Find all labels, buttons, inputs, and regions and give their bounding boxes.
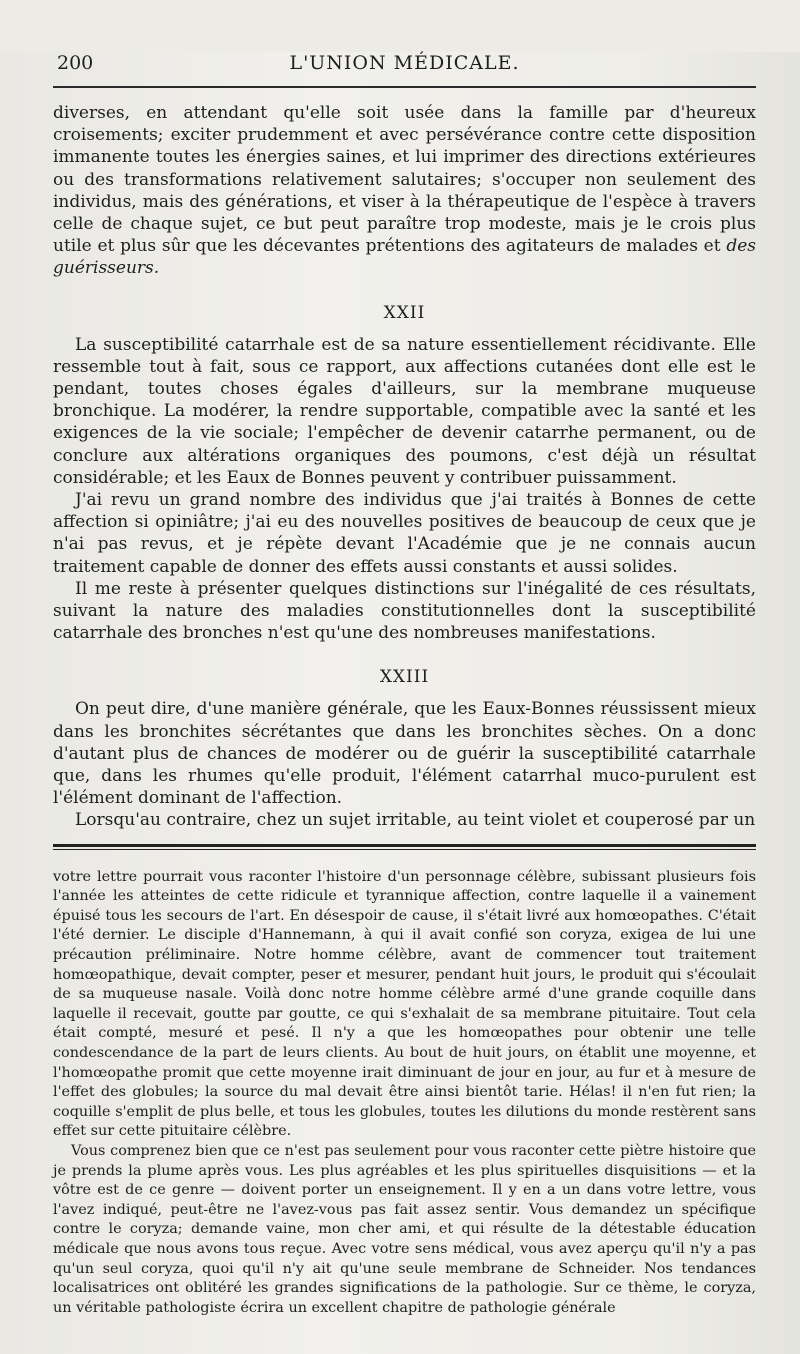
paragraph-xxiii-2: Lorsqu'au contraire, chez un sujet irritable, au teint violet et couperosé par un bbox=[75, 810, 756, 831]
paragraph-intro bbox=[53, 102, 756, 280]
paragraph-xxii-1: La susceptibilité catarrhale est de sa nature essentiellement récidivante. Elle ressemble tout à fait, sous ce rapport, aux affections cutanées dont elle est le pendant, toutes choses égales d'ailleurs, sur la membrane muqueuse bronchique. La modérer, la rendre supportable, compatible avec la santé et les exigences de la vie sociale; l'empêcher de devenir catarrhe permanent, ou de conclure aux altérations organiques des poumons, c'est déjà un résultat considérable; et les Eaux de Bonnes peuvent y contribuer puissamment. bbox=[53, 334, 756, 488]
journal-title: L'UNION MÉDICALE. bbox=[289, 52, 520, 74]
paragraph-intro-text: diverses, en attendant qu'elle soit usée dans la famille par d'heureux croisements; exciter prudemment et avec persévérance contre cette disposition immanente toutes les énergies saines, et lui imprimer des directions extérieures ou des transformations relativement salutaires; s'occuper non seulement des individus, mais des générations, et viser à la thérapeutique de l'espèce à travers celle de chaque sujet, ce but peut paraître trop modeste, mais je le crois plus utile et plus sûr que les décevantes prétentions des agitateurs de malades et bbox=[53, 103, 756, 257]
paragraph-intro-italic: des guérisseurs. bbox=[53, 236, 757, 279]
paragraph-xxiii-1: On peut dire, d'une manière générale, que les Eaux-Bonnes réussissent mieux dans les bronchites sécrétantes que dans les bronchites sèches. On a donc d'autant plus de chances de modérer ou de guérir la susceptibilité catarrhale que, dans les rhumes qu'elle produit, l'élément catarrhal muco-purulent est l'élément dominant de l'affection. bbox=[53, 699, 756, 809]
page-number: 200 bbox=[57, 52, 94, 74]
section-number-xxiii: XXIII bbox=[379, 667, 430, 688]
paragraph-xxii-2: J'ai revu un grand nombre des individus que j'ai traités à Bonnes de cette affection si opiniâtre; j'ai eu des nouvelles positives de beaucoup de ceux que je n'ai pas revus, et je répète devant l'Académie que je ne connais aucun traitement capable de donner des effets aussi constants et aussi solides. bbox=[53, 490, 756, 577]
header-rule bbox=[53, 86, 756, 88]
footnote-paragraph-2: Vous comprenez bien que ce n'est pas seulement pour vous raconter cette piètre histoire que je prends la plume après vous. Les plus agréables et les plus spirituelles disquisitions — et la vôtre est de ce genre — doivent porter un enseignement. Il y en a un dans votre lettre, vous l'avez indiqué, peut-être ne l'avez-vous pas fait assez sentir. Vous demandez un spécifique contre le coryza; demande vaine, mon cher ami, et qui résulte de la détestable éducation médicale que nous avons tous reçue. Avec votre sens médical, vous avez aperçu qu'il n'y a pas qu'un seul coryza, quoi qu'il n'y ait qu'une seule membrane de Schneider. Nos tendances localisatrices ont oblitéré les grandes significations de la pathologie. Sur ce thème, le coryza, un véritable pathologiste écrira un excellent chapitre de pathologie générale bbox=[53, 1143, 756, 1316]
paragraph-xxii-3: Il me reste à présenter quelques distinctions sur l'inégalité de ces résultats, suivant la nature des maladies constitutionnelles dont la susceptibilité catarrhale des bronches n'est qu'une des nombreuses manifestations. bbox=[53, 578, 756, 644]
running-header bbox=[53, 52, 756, 78]
footnote-text bbox=[53, 868, 756, 1319]
footnote-separator bbox=[53, 844, 756, 850]
section-number-xxii: XXII bbox=[383, 302, 426, 323]
main-text bbox=[53, 102, 756, 832]
book-page bbox=[0, 52, 800, 1354]
footnote-paragraph-1: votre lettre pourrait vous raconter l'histoire d'un personnage célèbre, subissant plusieurs fois l'année les atteintes de cette ridicule et tyrannique affection, contre laquelle il a vainement épuisé tous les secours de l'art. En désespoir de cause, il s'était livré aux homœopathes. C'était l'été dernier. Le disciple d'Hannemann, à qui il avait confié son coryza, exigea de lui une précaution préliminaire. Notre homme célèbre, avant de commencer tout traitement homœopathique, devait compter, peser et mesurer, pendant huit jours, le produit qui s'écoulait de sa muqueuse nasale. Voilà donc notre homme célèbre armé d'une grande coquille dans laquelle il recevait, goutte par goutte, ce qui s'exhalait de sa membrane pituitaire. Tout cela était compté, mesuré et pesé. Il n'y a que les homœopathes pour obtenir une telle condescendance de la part de leurs clients. Au bout de huit jours, on établit une moyenne, et l'homœopathe promit que cette moyenne irait diminuant de jour en jour, au fur et à mesure de l'effet des globules; la source du mal devait être ainsi bientôt tarie. Hélas! il n'en fut rien; la coquille s'emplit de plus belle, et tous les globules, toutes les dilutions du monde restèrent sans effet sur cette pituitaire célèbre. bbox=[53, 868, 756, 1140]
